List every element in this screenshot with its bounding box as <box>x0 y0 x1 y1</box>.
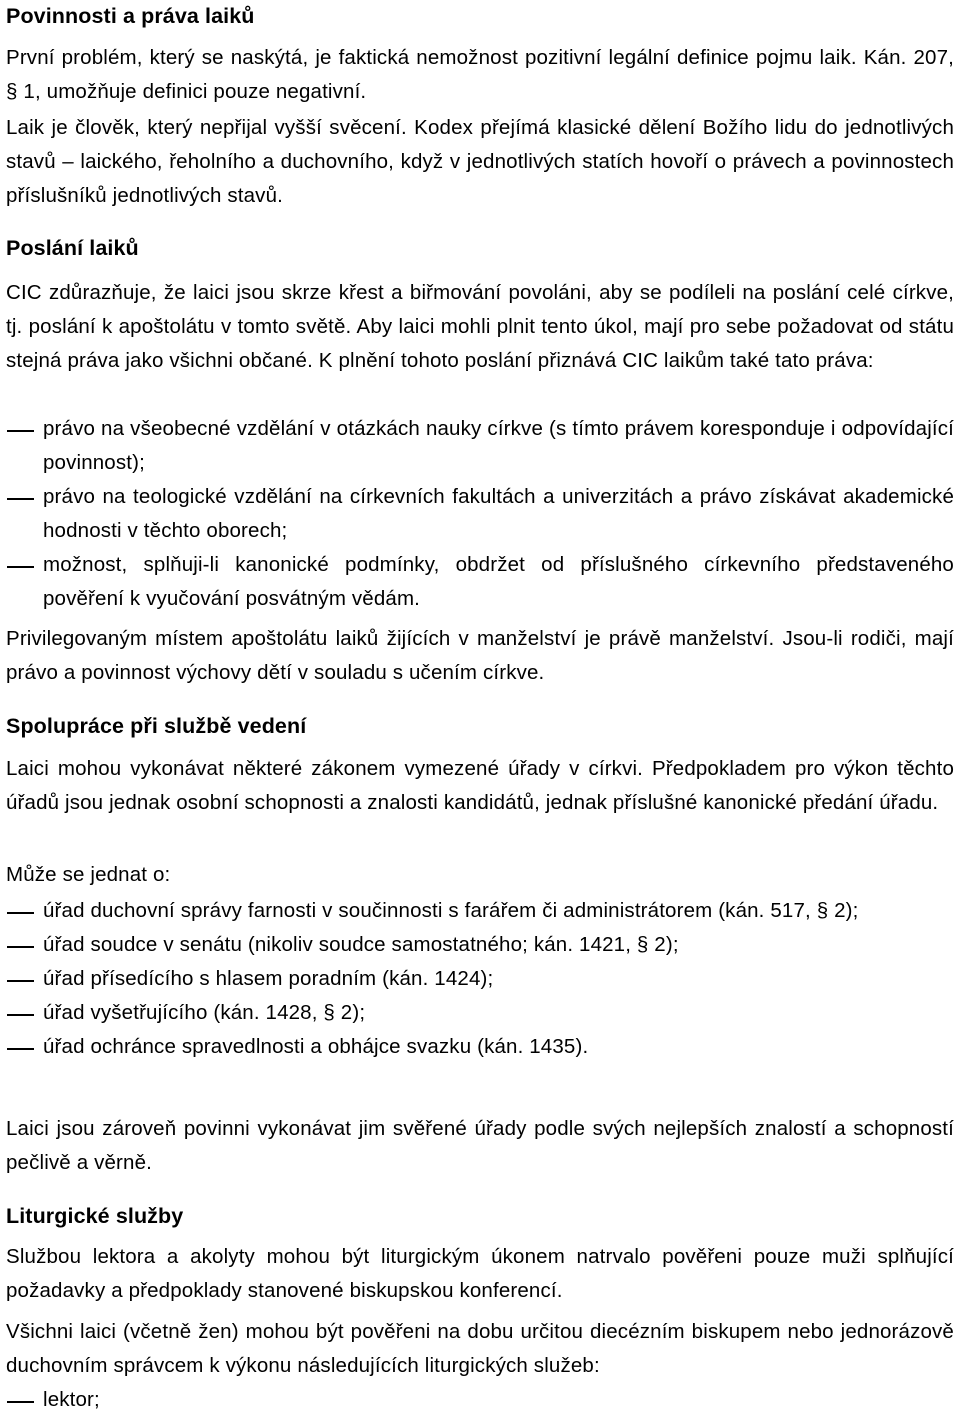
paragraph-lector-acolyte: Službou lektora a akolyty mohou být liturgickým úkonem natrvalo pověřeni pouze muži splňující požadavky a předpoklady stanovené biskupskou konferencí. <box>6 1245 954 1302</box>
list-item-text: možnost, splňuji-li kanonické podmínky, obdržet od příslušného církevního představeného pověření k vyučování posvátným vědám. <box>43 553 954 610</box>
paragraph-temporary-services: Všichni laici (včetně žen) mohou být pověřeni na dobu určitou diecézním biskupem nebo jednorázově duchovním správcem k výkonu následujících liturgických služeb: <box>6 1320 954 1377</box>
dash-bullet-icon <box>7 1014 34 1016</box>
paragraph-marriage-apostolate: Privilegovaným místem apoštolátu laiků žijících v manželství je právě manželství. Jsou-li rodiči, mají právo a povinnost výchovy dětí v souladu s učením církve. <box>6 627 954 684</box>
list-item-text: právo na teologické vzdělání na církevních fakultách a univerzitách a právo získávat akademické hodnosti v těchto oborech; <box>43 485 954 542</box>
section-heading-mission: Poslání laiků <box>6 236 139 260</box>
dash-bullet-icon <box>7 946 34 948</box>
list-item <box>6 1030 954 1064</box>
list-item <box>6 894 954 928</box>
list-item <box>6 996 954 1030</box>
dash-bullet-icon <box>7 912 34 914</box>
list-item-text: úřad ochránce spravedlnosti a obhájce svazku (kán. 1435). <box>43 1035 589 1058</box>
offices-list <box>6 894 954 1064</box>
paragraph-offices-intro: Laici mohou vykonávat některé zákonem vymezené úřady v církvi. Předpokladem pro výkon těchto úřadů jsou jednak osobní schopnosti a znalosti kandidátů, jednak příslušné kanonické předání úřadu. <box>6 757 954 814</box>
list-item <box>6 412 954 480</box>
list-item-text: lektor; <box>43 1388 100 1411</box>
section-heading-duties-rights: Povinnosti a práva laiků <box>6 4 255 28</box>
dash-bullet-icon <box>7 1048 34 1050</box>
paragraph-may-include: Může se jednat o: <box>6 863 171 886</box>
section-heading-liturgical: Liturgické služby <box>6 1204 184 1228</box>
dash-bullet-icon <box>7 430 34 432</box>
list-item-text: právo na všeobecné vzdělání v otázkách nauky církve (s tímto právem koresponduje i odpovídající povinnost); <box>43 417 954 474</box>
list-item <box>6 548 954 616</box>
list-item <box>6 480 954 548</box>
rights-list <box>6 412 954 616</box>
list-item-text: úřad soudce v senátu (nikoliv soudce samostatného; kán. 1421, § 2); <box>43 933 679 956</box>
dash-bullet-icon <box>7 1401 34 1403</box>
dash-bullet-icon <box>7 980 34 982</box>
paragraph-laik-definition: První problém, který se naskýtá, je faktická nemožnost pozitivní legální definice pojmu laik. Kán. 207, § 1, umožňuje definici pouze negativní. <box>6 46 954 103</box>
section-heading-cooperation: Spolupráce při službě vedení <box>6 714 307 738</box>
paragraph-mission-cic: CIC zdůrazňuje, že laici jsou skrze křest a biřmování povoláni, aby se podíleli na poslání celé církve, tj. poslání k apoštolátu v tomto světě. Aby laici mohli plnit tento úkol, mají pro sebe požadovat od státu stejná práva jako všichni občané. K plnění tohoto poslání přiznává CIC laikům také tato práva: <box>6 281 954 372</box>
list-item-text: úřad vyšetřujícího (kán. 1428, § 2); <box>43 1001 366 1024</box>
liturgical-services-list <box>6 1383 954 1417</box>
list-item <box>6 962 954 996</box>
list-item <box>6 1383 954 1417</box>
list-item <box>6 928 954 962</box>
list-item-text: úřad přísedícího s hlasem poradním (kán. 1424); <box>43 967 494 990</box>
dash-bullet-icon <box>7 566 34 568</box>
paragraph-offices-duty: Laici jsou zároveň povinni vykonávat jim svěřené úřady podle svých nejlepších znalostí a schopností pečlivě a věrně. <box>6 1117 954 1174</box>
dash-bullet-icon <box>7 498 34 500</box>
list-item-text: úřad duchovní správy farnosti v součinnosti s farářem či administrátorem (kán. 517, § 2); <box>43 899 859 922</box>
paragraph-laik-states: Laik je člověk, který nepřijal vyšší svěcení. Kodex přejímá klasické dělení Božího lidu do jednotlivých stavů – laického, řeholního a duchovního, když v jednotlivých statích hovoří o právech a povinnostech příslušníků jednotlivých stavů. <box>6 116 954 207</box>
